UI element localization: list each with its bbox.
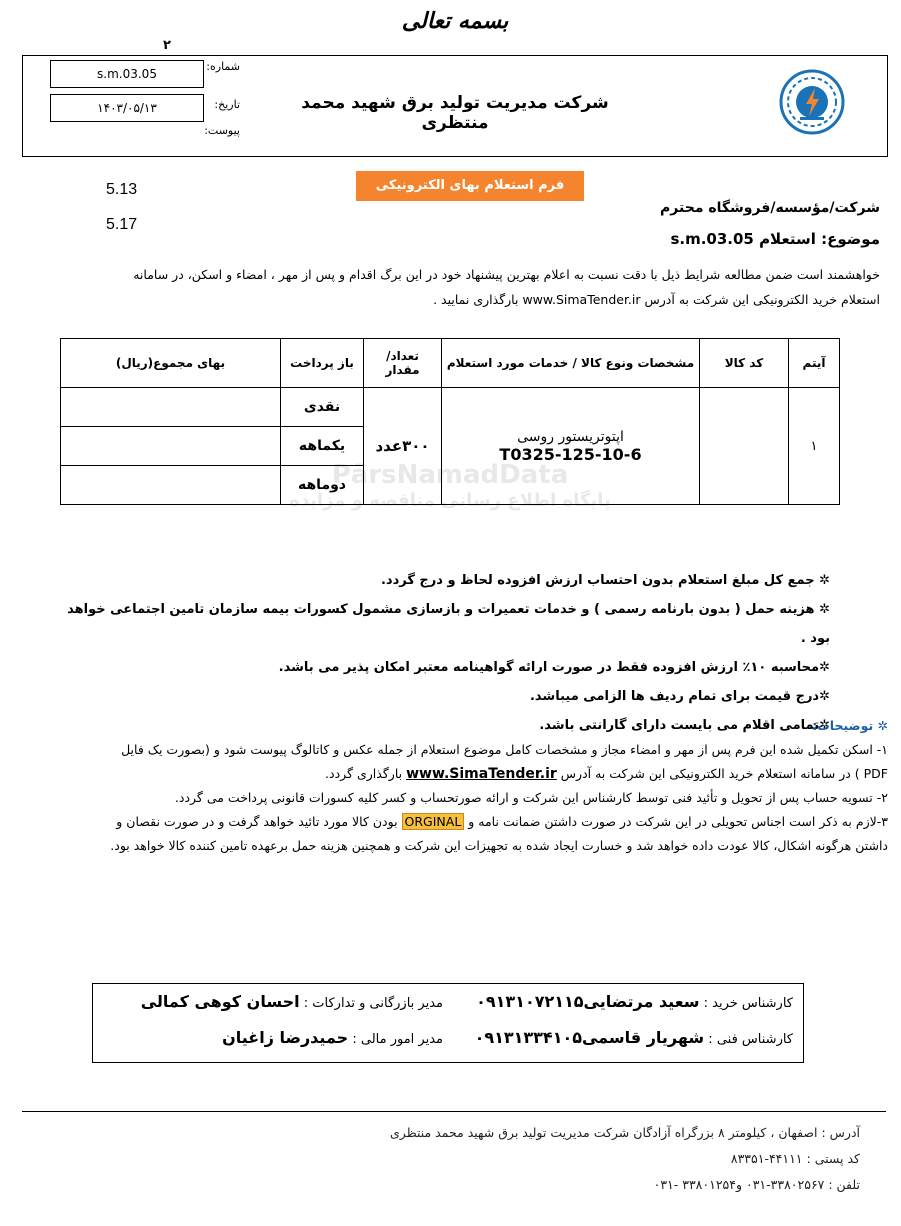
col-qty-header	[364, 339, 442, 388]
page-number: ۲	[163, 38, 171, 53]
watermark-line2: پایگاه اطلاع رسانی مناقصه و مزایده	[289, 490, 611, 511]
date-label: تاریخ:	[214, 98, 240, 111]
col-item-header: آیتم	[789, 339, 840, 388]
side-number-2: 5.17	[106, 216, 138, 233]
condition-item: ✲محاسبه ۱۰٪ ارزش افزوده فقط در صورت ارائه گواهینامه معتبر امکان پذیر می باشد.	[278, 660, 830, 675]
commerce-value: احسان کوهی کمالی	[140, 992, 300, 1011]
footer-address: آدرس : اصفهان ، کیلومتر ۸ بزرگراه آزادگان شرکت مدیریت تولید برق شهید محمد منتظری	[390, 1125, 860, 1140]
spec-name: اپتوتریستور روسی	[517, 428, 624, 445]
side-number-1: 5.13	[106, 181, 138, 198]
technical-expert	[448, 1028, 793, 1047]
condition-item: ✲درج قیمت برای تمام ردیف ها الزامی میباشد.	[529, 689, 830, 704]
spec-part-number: T0325-125-10-6	[499, 444, 642, 464]
intro-line-2: استعلام خرید الکترونیکی این شرکت به آدرس www.SimaTender.ir بارگذاری نمایید .	[433, 292, 880, 307]
col-code-header: کد کالا	[700, 339, 789, 388]
technical-label: کارشناس فنی :	[704, 1032, 793, 1047]
salutation: شرکت/مؤسسه/فروشگاه محترم	[660, 200, 880, 216]
cell-item: ۱	[789, 388, 840, 505]
cell-total-1month[interactable]	[61, 427, 281, 466]
condition-item: ✲تمامی اقلام می بایست دارای گارانتی باشد.	[539, 718, 830, 733]
note-3-text-b: بودن کالا مورد تائید خواهد گرفت و در صورت نقصان و	[116, 814, 402, 829]
cell-spec	[442, 388, 700, 505]
note-1-text-a: PDF ) در سامانه استعلام خرید الکترونیکی این شرکت به آدرس	[556, 766, 888, 781]
original-highlight: ORGINAL	[402, 813, 465, 830]
intro-paragraph	[20, 262, 880, 312]
purchase-label: کارشناس خرید :	[699, 996, 793, 1011]
date-value: ۱۴۰۳/۰۵/۱۳	[50, 94, 204, 122]
form-title-badge: فرم استعلام بهای الکترونیکی	[356, 171, 584, 201]
cell-payment-cash: نقدی	[281, 388, 364, 427]
cell-payment-2month: دوماهه	[281, 466, 364, 505]
contacts-box	[92, 983, 804, 1063]
note-3-line-1	[20, 810, 888, 834]
col-qty-header-line1: تعداد/	[386, 349, 419, 363]
number-label: شماره:	[206, 60, 240, 73]
footer-postal: کد پستی : ۴۴۱۱۱-۸۳۳۵۱	[730, 1151, 860, 1166]
bismillah-heading: بسمه تعالی	[401, 8, 509, 34]
cell-qty: ۳۰۰عدد	[364, 388, 442, 505]
attachment-label: پیوست:	[204, 124, 240, 137]
commerce-label: مدیر بازرگانی و تدارکات :	[299, 996, 443, 1011]
company-logo-icon	[778, 68, 846, 136]
notes-title: ✲ توضیحات:	[812, 718, 888, 733]
table-row	[61, 388, 840, 427]
simatender-link[interactable]: www.SimaTender.ir	[406, 766, 557, 782]
technical-value: شهریار قاسمی۰۹۱۳۱۳۳۴۱۰۵	[474, 1028, 705, 1047]
cell-payment-1month: یکماهه	[281, 427, 364, 466]
items-table	[60, 338, 840, 505]
cell-total-2month[interactable]	[61, 466, 281, 505]
finance-label: مدیر امور مالی :	[348, 1032, 443, 1047]
cell-code	[700, 388, 789, 505]
col-payment-header: باز پرداخت	[281, 339, 364, 388]
col-spec-header: مشخصات ونوع کالا / خدمات مورد استعلام	[442, 339, 700, 388]
condition-item: ✲ جمع کل مبلغ استعلام بدون احتساب ارزش افزوده لحاظ و درج گردد.	[380, 573, 830, 588]
col-qty-header-line2: مقدار	[385, 363, 420, 377]
purchase-expert	[448, 992, 793, 1011]
col-total-header: بهای مجموع(ریال)	[61, 339, 281, 388]
note-1-text-b: بارگذاری گردد.	[325, 766, 407, 781]
watermark-line1: PārsNamadData	[331, 460, 569, 490]
footer-phone: تلفن : ۳۳۸۰۲۵۶۷-۰۳۱ و۳۳۸۰۱۲۵۴ -۰۳۱	[653, 1177, 860, 1192]
subject-line: موضوع: استعلام s.m.03.05	[670, 230, 880, 248]
note-1-line-1: ۱- اسکن تکمیل شده این فرم پس از مهر و امضاء مجاز و مشخصات کامل موضوع استعلام از جمله عکس و کاتالوگ پیوست شود و (بصورت یک فایل	[121, 742, 888, 757]
note-3-line-2: داشتن هرگونه اشکال، کالا عودت داده خواهد شد و خسارت ایجاد شده به تجهیزات این شرکت و همچنین هزینه حمل برعهده تامین کننده کالا خواهد بود.	[110, 838, 888, 853]
commerce-manager	[98, 992, 443, 1011]
finance-value: حمیدرضا زاغیان	[222, 1028, 349, 1047]
note-3-text-a: ۳-لازم به ذکر است اجناس تحویلی در این شرکت در صورت داشتن ضمانت نامه و	[464, 814, 888, 829]
condition-item: ✲ هزینه حمل ( بدون بارنامه رسمی ) و خدمات تعمیرات و بازسازی مشمول کسورات بیمه سازمان تامین اجتماعی خواهد بود .	[67, 602, 830, 646]
footer-divider	[22, 1111, 886, 1112]
note-1-line-2	[20, 762, 888, 786]
notes-section	[20, 714, 888, 858]
intro-line-1: خواهشمند است ضمن مطالعه شرایط ذیل با دقت نسبت به اعلام بهترین پیشنهاد خود در این برگ اقدام و پس از مهر ، امضاء و اسکن، در سامانه	[133, 267, 880, 282]
finance-manager	[98, 1028, 443, 1047]
note-2: ۲- تسویه حساب پس از تحویل و تأئید فنی توسط کارشناس این شرکت و ارائه صورتحساب و کسر کلیه کسورات قانونی پرداخت می گردد.	[174, 790, 888, 805]
number-value: s.m.03.05	[50, 60, 204, 88]
footer	[20, 1120, 860, 1198]
cell-total-cash[interactable]	[61, 388, 281, 427]
company-title: شرکت مدیریت تولید برق شهید محمد منتظری	[301, 93, 609, 133]
table-header-row	[61, 339, 840, 388]
purchase-value: سعید مرتضایی۰۹۱۳۱۰۷۲۱۱۵	[476, 992, 700, 1011]
